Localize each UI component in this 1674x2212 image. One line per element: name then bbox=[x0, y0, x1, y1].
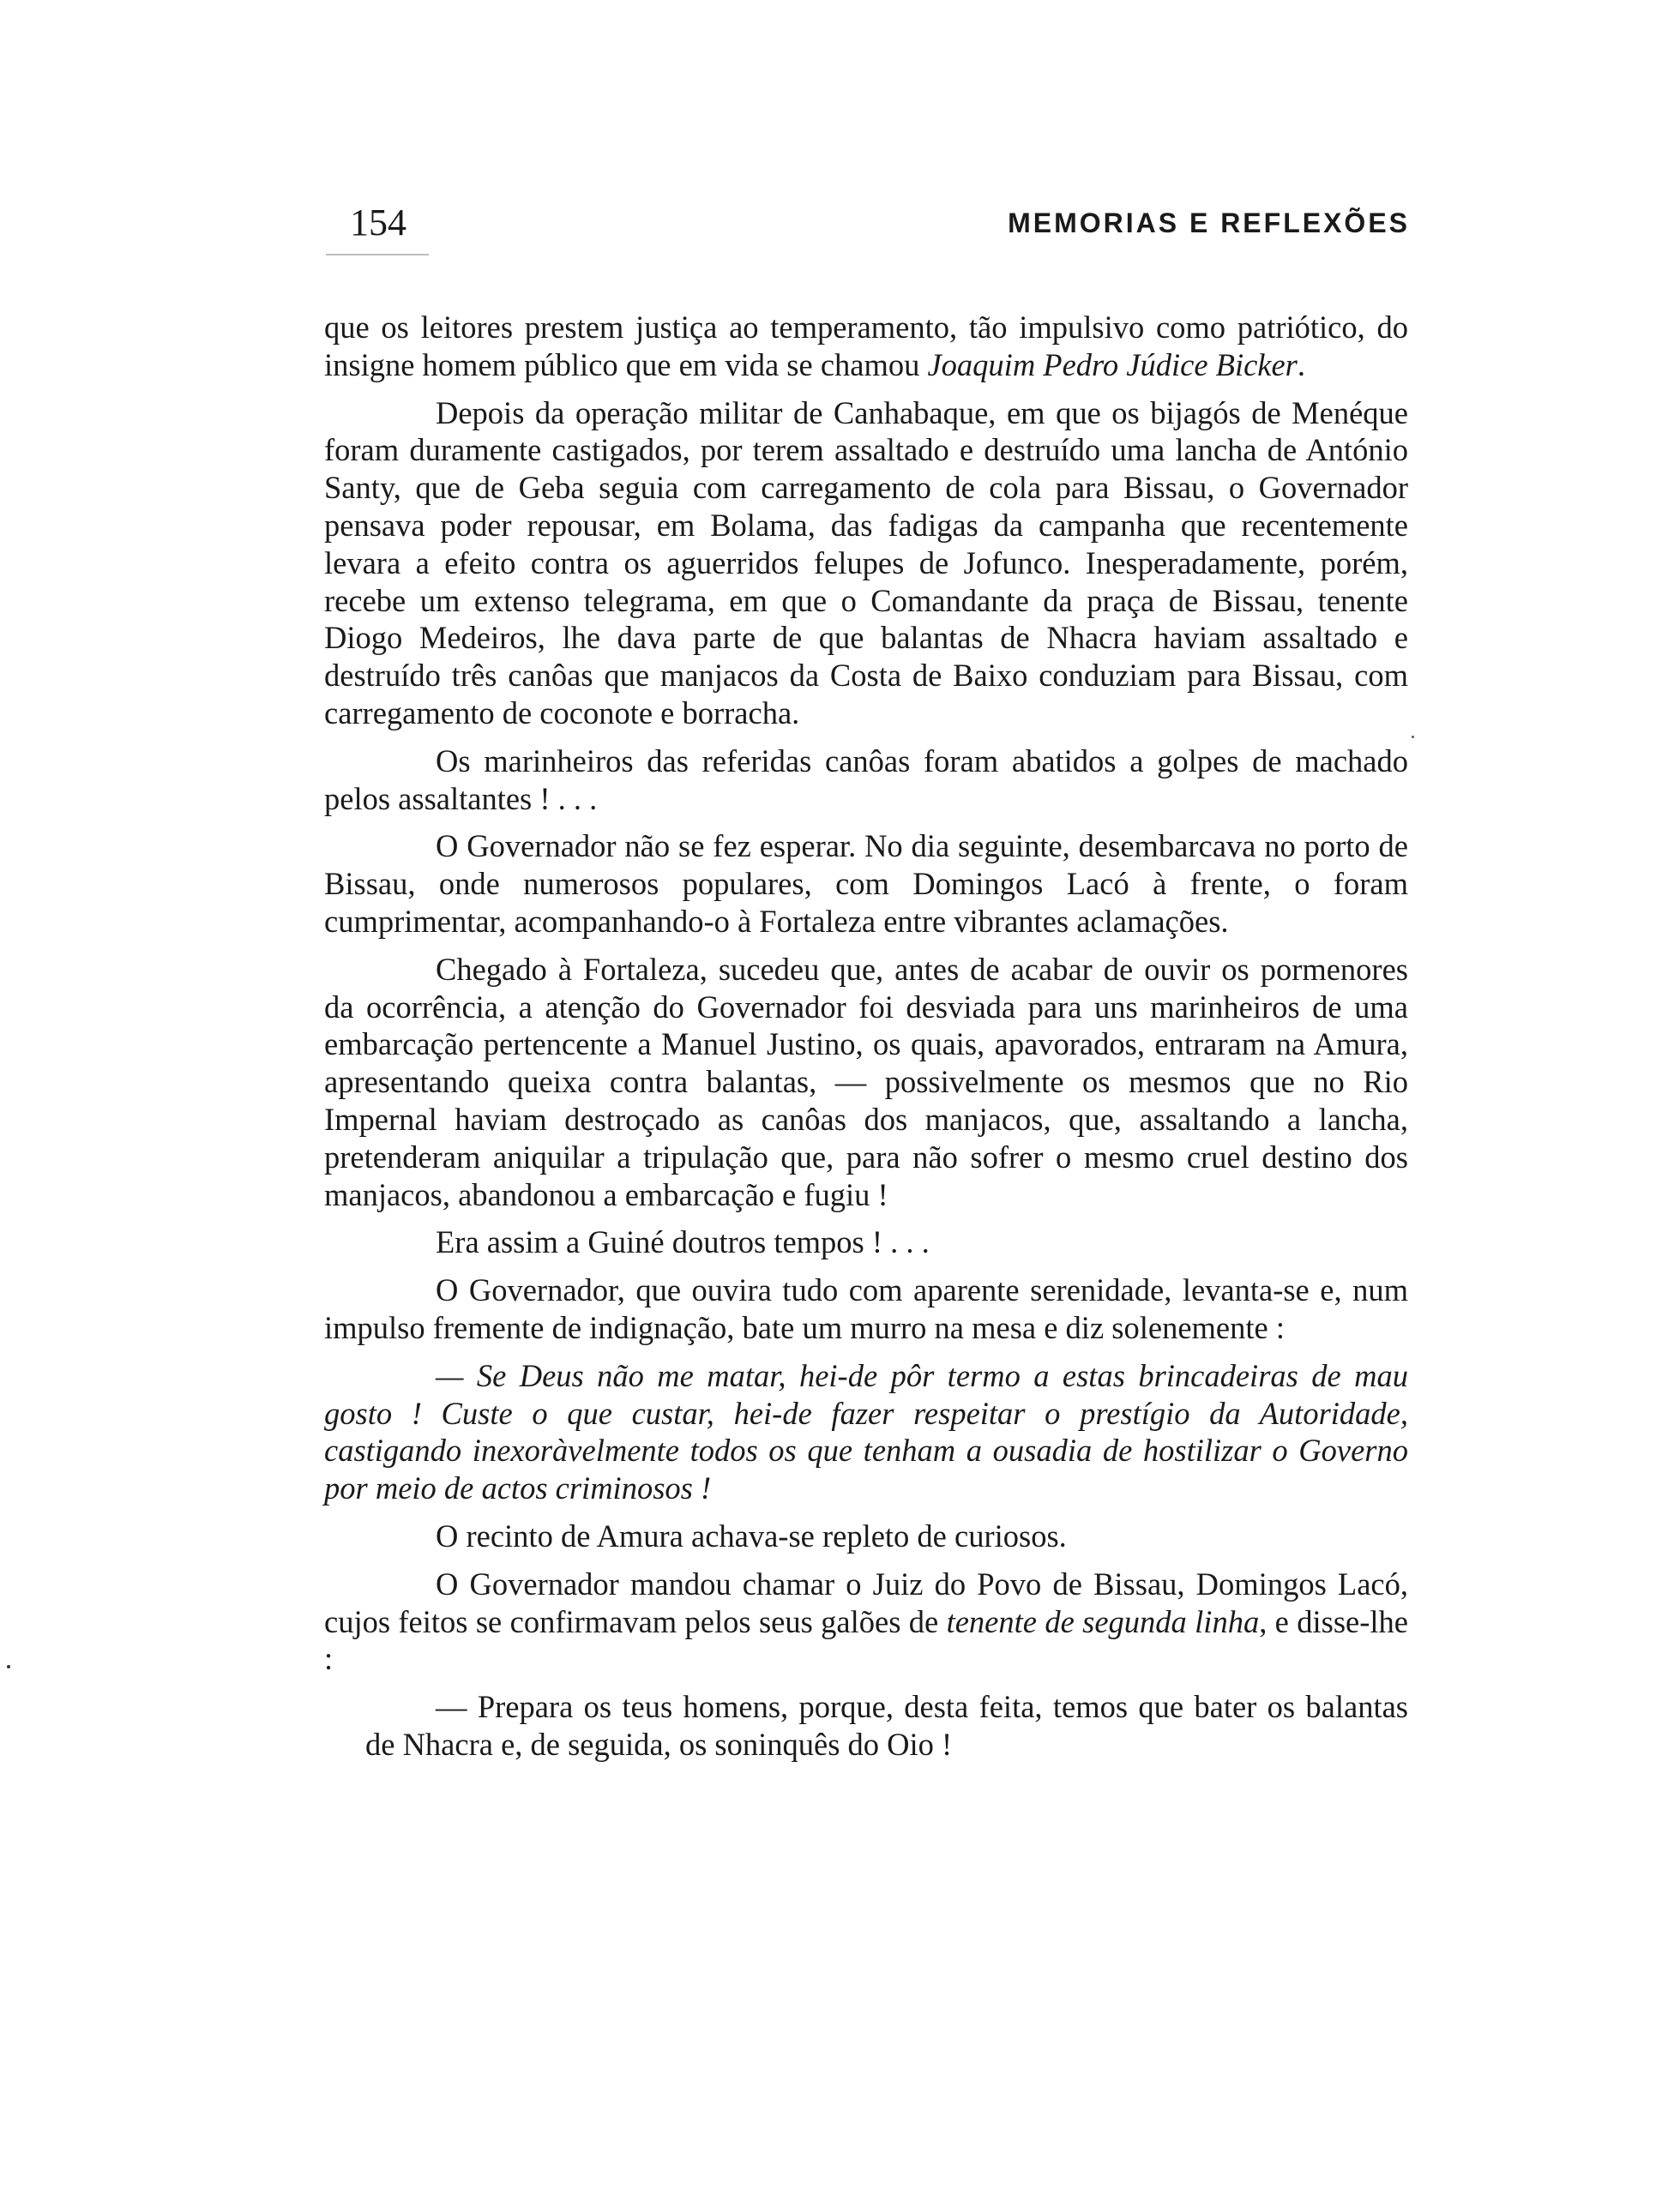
running-title: MEMORIAS E REFLEXÕES bbox=[1008, 207, 1410, 238]
paragraph-3: Os marinheiros das referidas canôas foram abatidos a golpes de machado pelos assaltantes ! . . . bbox=[324, 742, 1408, 816]
paragraph-5: Chegado à Fortaleza, sucedeu que, antes de acabar de ouvir os pormenores da ocorrência, a atenção do Governador foi desviada para uns marinheiros de uma embarcação pertencente a Manuel Justino, os quais, apavorados, entraram na Amura, apresentando queixa contra balantas, — possivelmente os mesmos que no Rio Impernal haviam destroçado as canôas dos manjacos, que, assaltando a lancha, pretenderam aniquilar a tripulação que, para não sofrer o mesmo cruel destino dos manjacos, abandonou a embarcação e fugiu ! bbox=[324, 951, 1408, 1212]
page-number-underline bbox=[326, 254, 429, 255]
paragraph-10 bbox=[324, 1566, 1408, 1678]
paragraph-6: Era assim a Guiné doutros tempos ! . . . bbox=[436, 1224, 930, 1260]
paragraph-2: Depois da operação militar de Canhabaque, em que os bijagós de Menéque foram duramente castigados, por terem assaltado e destruído uma lancha de António Santy, que de Geba seguia com carregamento de cola para Bissau, o Governador pensava poder repousar, em Bolama, das fadigas da campanha que recentemente levara a efeito contra os aguerridos felupes de Jofunco. Inesperadamente, porém, recebe um extenso telegrama, em que o Comandante da praça de Bissau, tenente Diogo Medeiros, lhe dava parte de que balantas de Nhacra haviam assaltado e destruído três canôas que manjacos da Costa de Baixo conduziam para Bissau, com carregamento de coconote e borracha. bbox=[324, 394, 1408, 730]
page-number: 154 bbox=[350, 201, 406, 243]
paragraph-9: O recinto de Amura achava-se repleto de curiosos. bbox=[436, 1518, 1067, 1554]
paragraph-1-end: . bbox=[1297, 346, 1306, 382]
body-text bbox=[324, 309, 1408, 1774]
paragraph-1-name: Joaquim Pedro Júdice Bicker bbox=[927, 346, 1298, 382]
paragraph-1 bbox=[324, 309, 1408, 384]
margin-speck-right bbox=[1412, 736, 1414, 738]
paragraph-1-text: que os leitores prestem justiça ao temperamento, tão impulsivo como patriótico, do insigne homem público que em vida se chamou bbox=[324, 310, 1408, 382]
paragraph-10-end: , e disse-lhe : bbox=[324, 1603, 1408, 1677]
margin-speck bbox=[7, 1665, 10, 1668]
paragraph-10-rank: tenente de segunda linha bbox=[946, 1603, 1260, 1639]
paragraph-8-quote: — Se Deus não me matar, hei-de pôr termo a estas brincadeiras de mau gosto ! Custe o que custar, hei-de fazer respeitar o prestígio da Autoridade, castigando inexoràvelmente todos os que tenham a ousadia de hostilizar o Governo por meio de actos criminosos ! bbox=[324, 1357, 1408, 1506]
paragraph-11: — Prepara os teus homens, porque, desta feita, temos que bater os balantas de Nhacra e, de seguida, os soninquês do Oio ! bbox=[365, 1689, 1408, 1762]
paragraph-4: O Governador não se fez esperar. No dia seguinte, desembarcava no porto de Bissau, onde numerosos populares, com Domingos Lacó à frente, o foram cumprimentar, acompanhando-o à Fortaleza entre vibrantes aclamações. bbox=[324, 828, 1408, 939]
paragraph-7: O Governador, que ouvira tudo com aparente serenidade, levanta-se e, num impulso fremente de indignação, bate um murro na mesa e diz solenemente : bbox=[324, 1272, 1408, 1345]
paragraph-10-text: O Governador mandou chamar o Juiz do Povo de Bissau, Domingos Lacó, cujos feitos se confirmavam pelos seus galões de bbox=[324, 1566, 1408, 1639]
